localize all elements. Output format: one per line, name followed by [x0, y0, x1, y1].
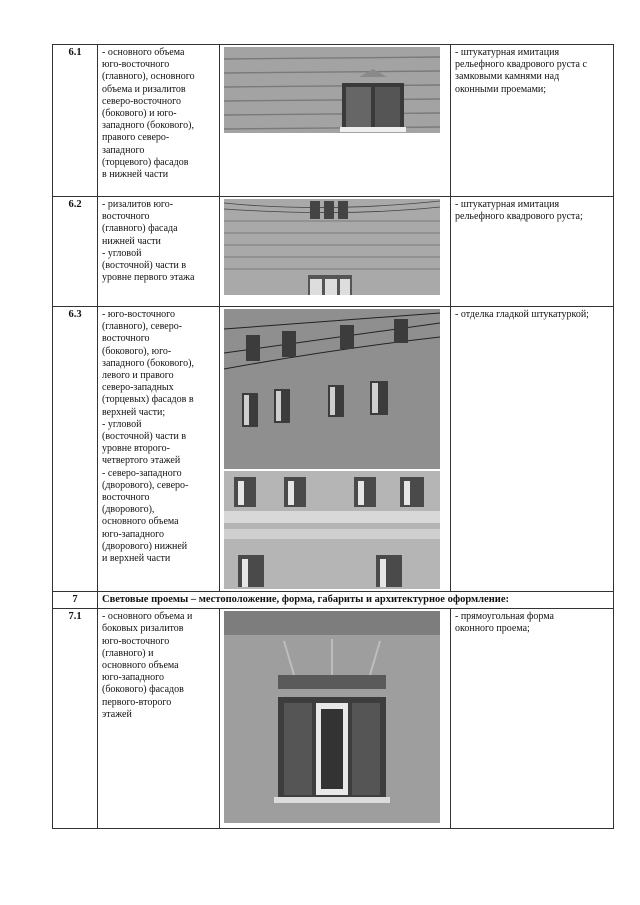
window-opening-photo	[224, 611, 440, 823]
row-result: - штукатурная имитация рельефного квадрового руста;	[451, 197, 614, 307]
row-description: - ризалитов юго- восточного (главного) фасада нижней части - угловой (восточной) части в уровне первого этажа	[98, 197, 220, 307]
row-description: - основного объема и боковых ризалитов юго-восточного (главного) и основного объема юго-западного (бокового) фасадов первого-второго этажей	[98, 609, 220, 829]
table-row	[53, 307, 614, 592]
facade-rustication-photo	[224, 47, 440, 133]
facade-rustication-photo	[224, 199, 440, 295]
row-result: - прямоугольная форма оконного проема;	[451, 609, 614, 829]
row-description: - юго-восточного (главного), северо- восточного (бокового), юго- западного (бокового), левого и правого северо-западных (торцевых) фасадов в верхней части; - угловой (восточной) части в уровне второго- четвертого этажей - северо-западного (дворового), северо- восточного (дворового), основного объема юго-западного (дворового) нижней и верхней части	[98, 307, 220, 592]
photo-cell	[220, 609, 451, 829]
section-title: Световые проемы – местоположение, форма, габариты и архитектурное оформление:	[98, 592, 614, 609]
photo-cell	[220, 307, 451, 592]
photo-cell	[220, 197, 451, 307]
row-result: - штукатурная имитация рельефного квадрового руста с замковыми камнями над оконными проемами;	[451, 45, 614, 197]
table-row	[53, 45, 614, 197]
row-number: 6.3	[53, 307, 98, 592]
section-number: 7	[53, 592, 98, 609]
document-table	[52, 44, 614, 829]
row-result: - отделка гладкой штукатуркой;	[451, 307, 614, 592]
table-row	[53, 197, 614, 307]
facade-smooth-plaster-photo	[224, 309, 440, 469]
row-number: 6.1	[53, 45, 98, 197]
table-row	[53, 609, 614, 829]
photo-cell	[220, 45, 451, 197]
section-heading-row	[53, 592, 614, 609]
row-number: 7.1	[53, 609, 98, 829]
courtyard-facade-photo	[224, 471, 440, 589]
row-number: 6.2	[53, 197, 98, 307]
row-description: - основного объема юго-восточного (главного), основного объема и ризалитов северо-восточного (бокового) и юго- западного (бокового), правого северо- западного (торцевого) фасадов в нижней части	[98, 45, 220, 197]
